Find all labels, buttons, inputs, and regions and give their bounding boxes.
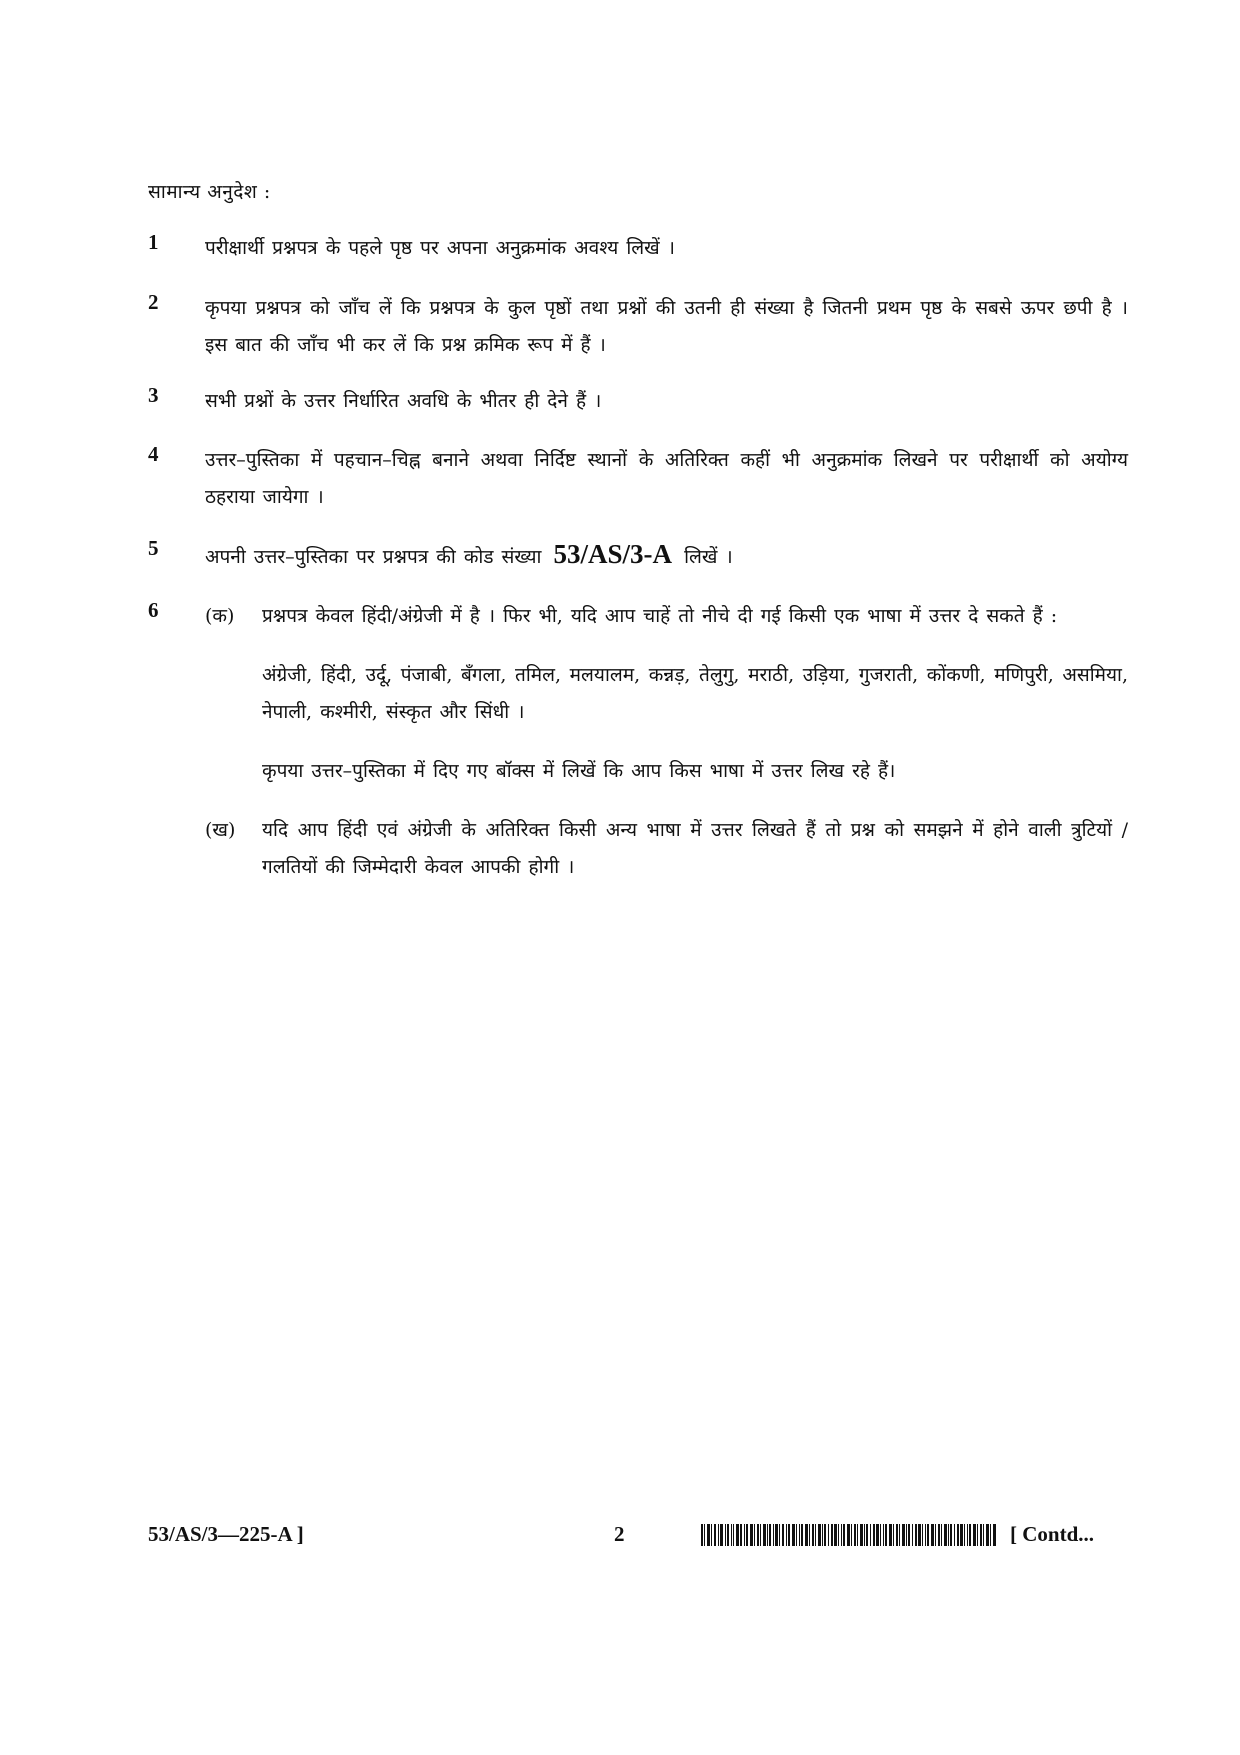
sub-item-label: (क) (205, 605, 235, 627)
language-box-note: कृपया उत्तर–पुस्तिका में दिए गए बॉक्स में लिखें कि आप किस भाषा में उत्तर लिख रहे हैं। (262, 760, 896, 782)
item-number: 5 (148, 536, 159, 560)
instruction-text (205, 536, 1128, 576)
instruction-text: परीक्षार्थी प्रश्नपत्र के पहले पृष्ठ पर अपना अनुक्रमांक अवश्य लिखें । (205, 237, 675, 259)
sub-item-text: यदि आप हिंदी एवं अंग्रेजी के अतिरिक्त किसी अन्य भाषा में उत्तर लिखते हैं तो प्रश्न को समझने में होने वाली त्रुटियों / गलतियों की जिम्मेदारी केवल आपकी होगी । (262, 819, 1128, 878)
sub-item-text: प्रश्नपत्र केवल हिंदी/अंग्रेजी में है । फिर भी, यदि आप चाहें तो नीचे दी गई किसी एक भाषा में उत्तर दे सकते हैं : (262, 605, 1058, 627)
page-number: 2 (614, 1522, 625, 1546)
barcode-icon (701, 1524, 996, 1546)
footer-code-reference: 53/AS/3—225-A ] (148, 1522, 304, 1546)
instruction-item-4 (148, 442, 1128, 516)
instructions-heading: सामान्य अनुदेश : (148, 181, 271, 203)
instruction-text-after: लिखें । (684, 546, 733, 568)
instruction-item-2 (148, 290, 1128, 364)
item-number: 1 (148, 230, 159, 254)
instruction-text: सभी प्रश्नों के उत्तर निर्धारित अवधि के भीतर ही देने हैं । (205, 390, 602, 412)
sub-item-a (205, 598, 1128, 790)
instruction-item-3 (148, 383, 1128, 420)
page-footer (0, 1516, 1240, 1556)
sub-item-label: (ख) (205, 819, 236, 841)
instruction-text-before: अपनी उत्तर–पुस्तिका पर प्रश्नपत्र की कोड संख्या (205, 546, 542, 568)
item-number: 4 (148, 442, 159, 466)
instruction-item-6 (148, 598, 1128, 886)
item-number: 2 (148, 290, 159, 314)
instruction-item-5 (148, 536, 1128, 576)
instruction-item-1 (148, 230, 1128, 267)
item-number: 6 (148, 598, 159, 622)
sub-item-b (205, 812, 1128, 886)
instruction-text: कृपया प्रश्नपत्र को जाँच लें कि प्रश्नपत्र के कुल पृष्ठों तथा प्रश्नों की उतनी ही संख्या है जितनी प्रथम पृष्ठ के सबसे ऊपर छपी है । इस बात की जाँच भी कर लें कि प्रश्न क्रमिक रूप में हैं । (205, 297, 1128, 356)
instruction-text: उत्तर–पुस्तिका में पहचान–चिह्न बनाने अथवा निर्दिष्ट स्थानों के अतिरिक्त कहीं भी अनुक्रमांक लिखने पर परीक्षार्थी को अयोग्य ठहराया जायेगा । (205, 449, 1128, 508)
continued-marker: [ Contd... (1010, 1522, 1095, 1546)
item-number: 3 (148, 383, 159, 407)
language-list: अंग्रेजी, हिंदी, उर्दू, पंजाबी, बँगला, तमिल, मलयालम, कन्नड़, तेलुगु, मराठी, उड़िया, गुजराती, कोंकणी, मणिपुरी, असमिया, नेपाली, कश्मीरी, संस्कृत और सिंधी । (262, 664, 1128, 723)
question-paper-code: 53/AS/3-A (553, 539, 673, 569)
